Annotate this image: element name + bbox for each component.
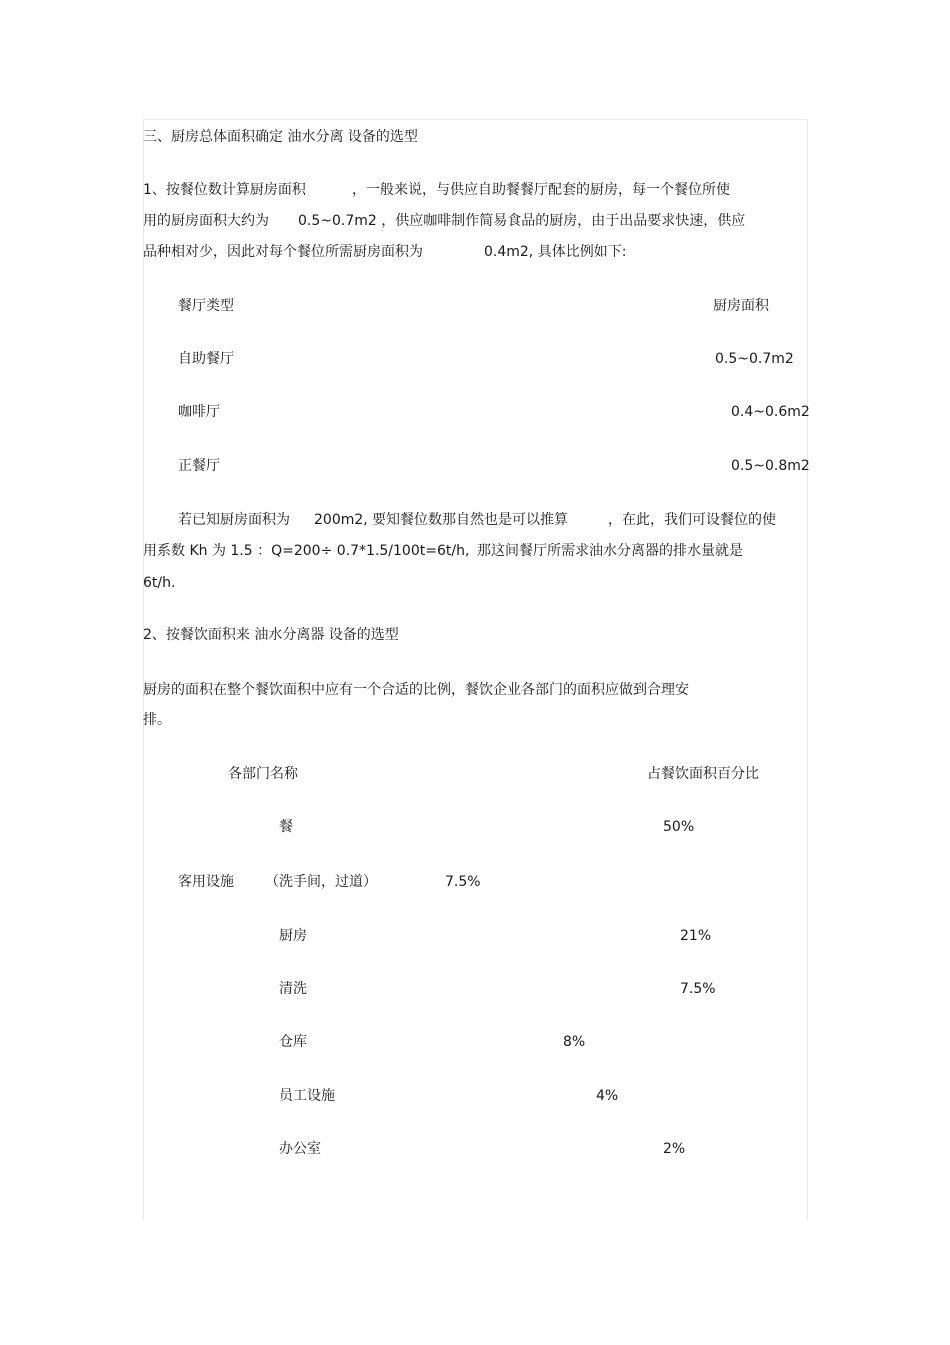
paragraph-1-text: 0.5~0.7m2 ，供应咖啡制作简易食品的厨房，由于出品要求快速，供应: [298, 213, 746, 229]
paragraph-2-text: 要知餐位数那自然也是可以推算: [372, 512, 568, 528]
table-cell-type: 自助餐厅: [178, 351, 234, 367]
paragraph-1-text: ，一般来说，与供应自助餐餐厅配套的厨房，每一个餐位所使: [352, 182, 730, 198]
table-cell-percentage: 2%: [663, 1141, 686, 1157]
paragraph-3-text: 厨房的面积在整个餐饮面积中应有一个合适的比例，餐饮企业各部门的面积应做到合理安: [143, 682, 689, 698]
subsection-heading: 2、按餐饮面积来 油水分离器 设备的选型: [143, 627, 399, 643]
table-cell-department: 餐: [279, 819, 293, 835]
table-cell-percentage: 21%: [680, 928, 712, 944]
table-cell-department: 仓库: [279, 1034, 307, 1050]
table-cell-percentage: 4%: [596, 1088, 619, 1104]
paragraph-2-text: 那这间餐厅所需求油水分离器的排水量就是: [477, 543, 743, 559]
table-cell-department: 厨房: [279, 928, 307, 944]
paragraph-2-text: 200m2,: [314, 512, 368, 528]
table-header-department: 各部门名称: [228, 766, 298, 782]
table-cell-type: 咖啡厅: [178, 404, 220, 420]
paragraph-2-text: 用系数 Kh 为 1.5 ：Q=200÷ 0.7*1.5/100t=6t/h,: [143, 543, 470, 559]
paragraph-1-text: 1、按餐位数计算厨房面积: [143, 182, 306, 198]
table-cell-percentage: 7.5%: [445, 874, 481, 890]
table-cell-area: 0.5~0.7m2: [715, 351, 794, 367]
table-cell-type: 正餐厅: [178, 458, 220, 474]
paragraph-1-text: 0.4m2, 具体比例如下:: [484, 244, 627, 260]
paragraph-2-text: ，在此，我们可设餐位的使: [608, 512, 776, 528]
table-cell-area: 0.4~0.6m2: [731, 404, 810, 420]
paragraph-2-text: 若已知厨房面积为: [178, 512, 290, 528]
table-header-percentage: 占餐饮面积百分比: [647, 766, 759, 782]
table-cell-department: 清洗: [279, 981, 307, 997]
table-header-restaurant-type: 餐厅类型: [178, 298, 234, 314]
table-cell-area: 0.5~0.8m2: [731, 458, 810, 474]
section-heading: 三、厨房总体面积确定 油水分离 设备的选型: [143, 129, 418, 145]
paragraph-3-text: 排。: [143, 712, 171, 728]
table-cell-percentage: 7.5%: [680, 981, 716, 997]
page-frame: [143, 119, 808, 1219]
paragraph-1-text: 用的厨房面积大约为: [143, 213, 269, 229]
table-cell-percentage: 8%: [563, 1034, 586, 1050]
table-cell-percentage: 50%: [663, 819, 695, 835]
table-cell-department: 办公室: [279, 1141, 321, 1157]
table-cell-department: 员工设施: [279, 1088, 335, 1104]
table-cell-department: 客用设施: [178, 874, 234, 890]
table-header-kitchen-area: 厨房面积: [713, 298, 769, 314]
table-cell-note: （洗手间，过道）: [265, 874, 377, 890]
paragraph-1-text: 品种相对少，因此对每个餐位所需厨房面积为: [143, 244, 423, 260]
paragraph-2-text: 6t/h.: [143, 575, 176, 591]
